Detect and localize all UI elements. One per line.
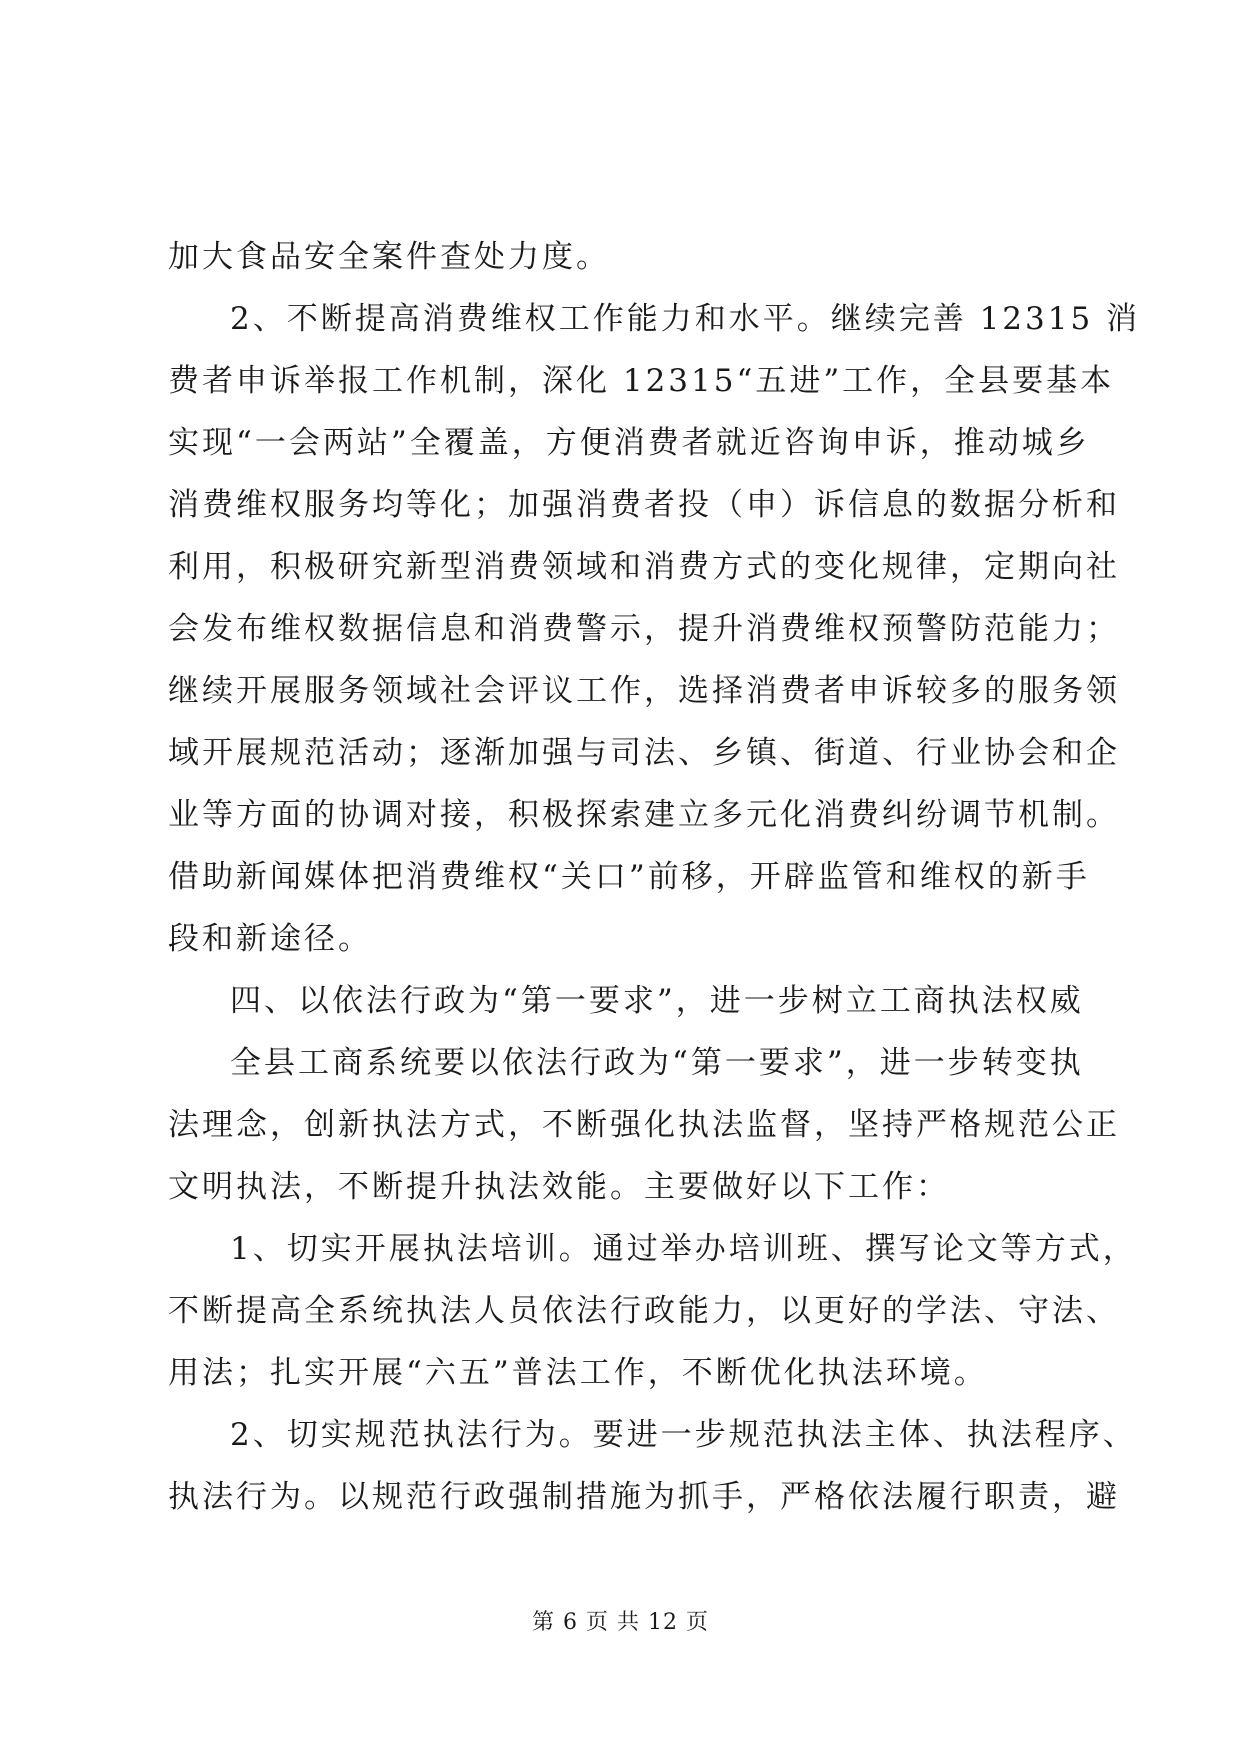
- text-line: 2、不断提高消费维权工作能力和水平。继续完善 12315 消: [230, 301, 1141, 337]
- text-line: 执法行为。以规范行政强制措施为抓手，严格依法履行职责，避: [168, 1479, 1120, 1515]
- text-line: 用法；扎实开展“六五”普法工作，不断优化执法环境。: [168, 1355, 988, 1391]
- text-line: 文明执法，不断提升执法效能。主要做好以下工作：: [168, 1169, 950, 1205]
- text-line: 借助新闻媒体把消费维权“关口”前移，开辟监管和维权的新手: [168, 859, 1090, 895]
- text-line: 域开展规范活动；逐渐加强与司法、乡镇、街道、行业协会和企: [168, 735, 1120, 771]
- text-line: 法理念，创新执法方式，不断强化执法监督，坚持严格规范公正: [168, 1107, 1120, 1143]
- page-footer: 第 6 页 共 12 页: [532, 1610, 709, 1635]
- text-line: 利用，积极研究新型消费领域和消费方式的变化规律，定期向社: [168, 549, 1120, 585]
- text-line: 1、切实开展执法培训。通过举办培训班、撰写论文等方式，: [230, 1231, 1137, 1267]
- text-line: 消费维权服务均等化；加强消费者投（申）诉信息的数据分析和: [168, 487, 1120, 523]
- text-line: 实现“一会两站”全覆盖，方便消费者就近咨询申诉，推动城乡: [168, 425, 1090, 461]
- text-line: 2、切实规范执法行为。要进一步规范执法主体、执法程序、: [230, 1417, 1137, 1453]
- text-line: 费者申诉举报工作机制，深化 12315“五进”工作，全县要基本: [168, 363, 1115, 399]
- text-line: 继续开展服务领域社会评议工作，选择消费者申诉较多的服务领: [168, 673, 1120, 709]
- text-line: 全县工商系统要以依法行政为“第一要求”，进一步转变执: [230, 1045, 1084, 1081]
- document-body: [168, 226, 1141, 1528]
- text-line: 加大食品安全案件查处力度。: [168, 239, 610, 275]
- text-line: 会发布维权数据信息和消费警示，提升消费维权预警防范能力；: [168, 611, 1120, 647]
- text-line: 业等方面的协调对接，积极探索建立多元化消费纠纷调节机制。: [168, 797, 1120, 833]
- text-line: 不断提高全系统执法人员依法行政能力，以更好的学法、守法、: [168, 1293, 1120, 1329]
- text-line: 段和新途径。: [168, 921, 372, 957]
- text-line: 四、以依法行政为“第一要求”，进一步树立工商执法权威: [230, 983, 1084, 1019]
